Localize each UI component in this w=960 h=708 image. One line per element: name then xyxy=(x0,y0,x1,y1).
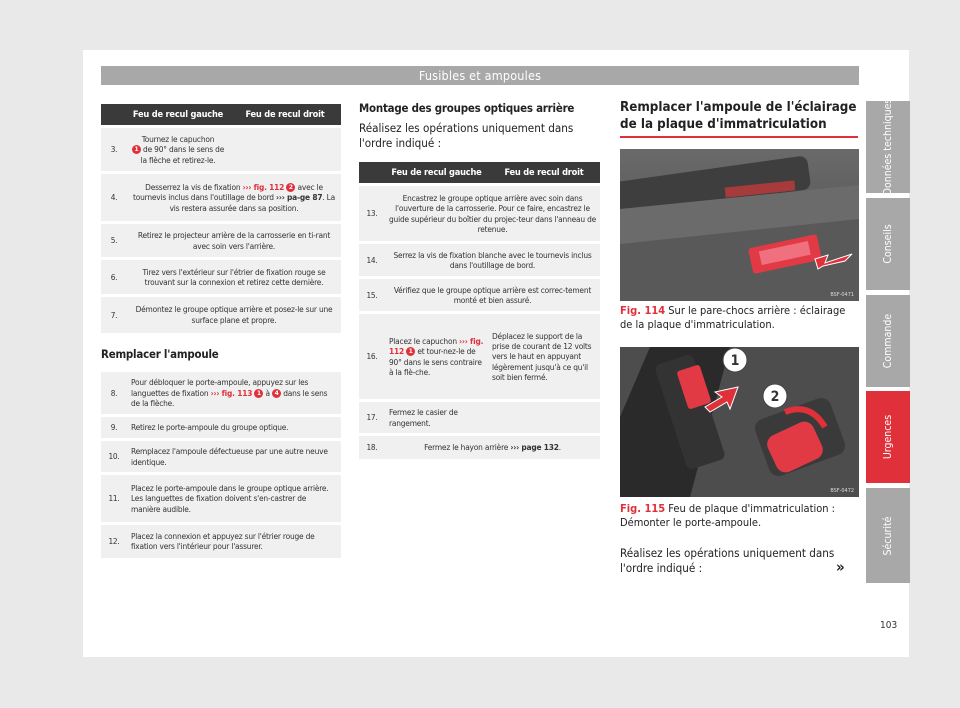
table-steps-replace xyxy=(101,369,341,558)
tab-donnees-techniques[interactable]: Données techniques xyxy=(866,101,910,193)
fig-link[interactable]: ››› fig. 112 xyxy=(242,181,285,192)
figure-code: BSF-0471 xyxy=(830,292,854,298)
tab-commande[interactable]: Commande xyxy=(866,295,910,387)
figure-115-image: 1 2 BSF-0472 xyxy=(620,347,859,497)
callout-1: 1 xyxy=(730,353,740,369)
table-row: 4. Desserrez la vis de fixation ››› fig. 112 2 avec le tournevis inclus dans l'outillage de bord ››› pa-ge 87. La vis restera assurée dans sa position. xyxy=(101,173,341,223)
table-row: 18. Fermez le hayon arrière ››› page 132. xyxy=(359,435,600,459)
table-row: 16. Placez le capuchon ››› fig. 112 1 et tour-nez-le de 90° dans le sens contraire à la flè-che. Déplacez le support de la prise de courant de 12 volts vers le haut en appuyant légèrement jusqu'à ce qu'il soit bien fermé. xyxy=(359,313,600,401)
tab-urgences[interactable]: Urgences xyxy=(866,391,910,483)
table-row: 6. Tirez vers l'extérieur sur l'étrier de fixation rouge se trouvant sur la connexion et retirez cette dernière. xyxy=(101,259,341,296)
right-title: Remplacer l'ampoule de l'éclairage de la plaque d'immatriculation xyxy=(620,100,857,132)
continue-mark: » xyxy=(836,558,845,576)
fig-link[interactable]: ››› fig. 112 xyxy=(389,335,484,357)
table-row: 15. Vérifiez que le groupe optique arrière est correc-tement monté et bien assuré. xyxy=(359,278,600,313)
title-rule xyxy=(620,136,858,138)
table-row: 3. Tournez le capuchon 1 de 90° dans le sens de la flèche et retirez-le. xyxy=(101,127,341,173)
table-row: 7. Démontez le groupe optique arrière et posez-le sur une surface plane et propre. xyxy=(101,296,341,333)
mid-intro: Réalisez les opérations uniquement dans l'ordre indiqué : xyxy=(359,121,574,150)
table-row: 11. Placez le porte-ampoule dans le groupe optique arrière. Les languettes de fixation doivent s'en-castrer de manière audible. xyxy=(101,474,341,524)
page-number: 103 xyxy=(880,620,898,631)
table-row: 5. Retirez le projecteur arrière de la carrosserie en ti-rant avec soin vers l'arrière. xyxy=(101,223,341,259)
figure-115-caption: Fig. 115 Feu de plaque d'immatriculation : Démonter le porte-ampoule. xyxy=(620,502,836,529)
tab-securite[interactable]: Sécurité xyxy=(866,488,910,583)
table-row: 10. Remplacez l'ampoule défectueuse par une autre neuve identique. xyxy=(101,440,341,474)
table-row: 8. Pour débloquer le porte-ampoule, appuyez sur les languettes de fixation ››› fig. 113 1 à 4 dans le sens de la flèche. xyxy=(101,371,341,416)
mid-heading: Montage des groupes optiques arrière xyxy=(359,101,575,115)
table-steps-mount: Feu de recul gauche Feu de recul droit 13. Encastrez le groupe optique arrière avec soin dans l'ouverture de la carrosserie. Pour ce faire, encastrez le guide supérieur du boîtier du projec-teur dans l'anneau de retenue. 14. Serrez la vis de fixation blanche avec le tournevis inclus dans l'outillage de bord. 15. Vérifiez que le groupe optique arrière est correc-tement monté et bien assuré. 16. Placez le capuchon ››› fig. 112 1 et tour-nez-le de 90° dans le sens contraire à la flè-che. Déplacez le support de la prise de courant de 12 volts vers le haut en appuyant légèrement jusqu'à ce qu'il soit bien fermé. 17. Fermez le casier de rangement. 18. Fermez le hayon arrière ››› page 132. xyxy=(359,162,600,459)
step-text: Tournez le capuchon 1 de 90° dans le sens de la flèche et retirez-le. xyxy=(127,127,229,173)
page-link[interactable]: ››› page 132 xyxy=(510,442,559,453)
table-row: 17. Fermez le casier de rangement. xyxy=(359,401,600,435)
section-heading: Remplacer l'ampoule xyxy=(101,347,219,361)
right-intro: Réalisez les opérations uniquement dans l'ordre indiqué : xyxy=(620,546,835,575)
fig-link[interactable]: ››› fig. 113 xyxy=(210,387,253,398)
callout-2: 2 xyxy=(770,389,780,405)
step-text: Desserrez la vis de fixation ››› fig. 112 2 avec le tournevis inclus dans l'outillage de bord ››› pa-ge 87. La vis restera assurée dans sa position. xyxy=(127,173,341,223)
figure-114-caption: Fig. 114 Sur le pare-chocs arrière : éclairage de la plaque d'immatriculation. xyxy=(620,304,846,331)
figure-114-image xyxy=(620,149,859,301)
col-right-header: Feu de recul droit xyxy=(229,104,341,127)
table-row: 9. Retirez le porte-ampoule du groupe optique. xyxy=(101,416,341,440)
page-header: Fusibles et ampoules xyxy=(101,66,859,85)
col-left-header: Feu de recul gauche xyxy=(127,104,229,127)
table-steps-top xyxy=(101,104,341,333)
table-row: 14. Serrez la vis de fixation blanche avec le tournevis inclus dans l'outillage de bord. xyxy=(359,243,600,278)
callout-number: 1 xyxy=(132,145,141,154)
table-row: 12. Placez la connexion et appuyez sur l'étrier rouge de fixation vers l'intérieur pour l'assurer. xyxy=(101,524,341,558)
tab-conseils[interactable]: Conseils xyxy=(866,198,910,290)
table-row: 13. Encastrez le groupe optique arrière avec soin dans l'ouverture de la carrosserie. Pour ce faire, encastrez le guide supérieur du boîtier du projec-teur dans l'anneau de retenue. xyxy=(359,185,600,243)
page-link[interactable]: ››› pa-ge 87 xyxy=(276,192,323,203)
